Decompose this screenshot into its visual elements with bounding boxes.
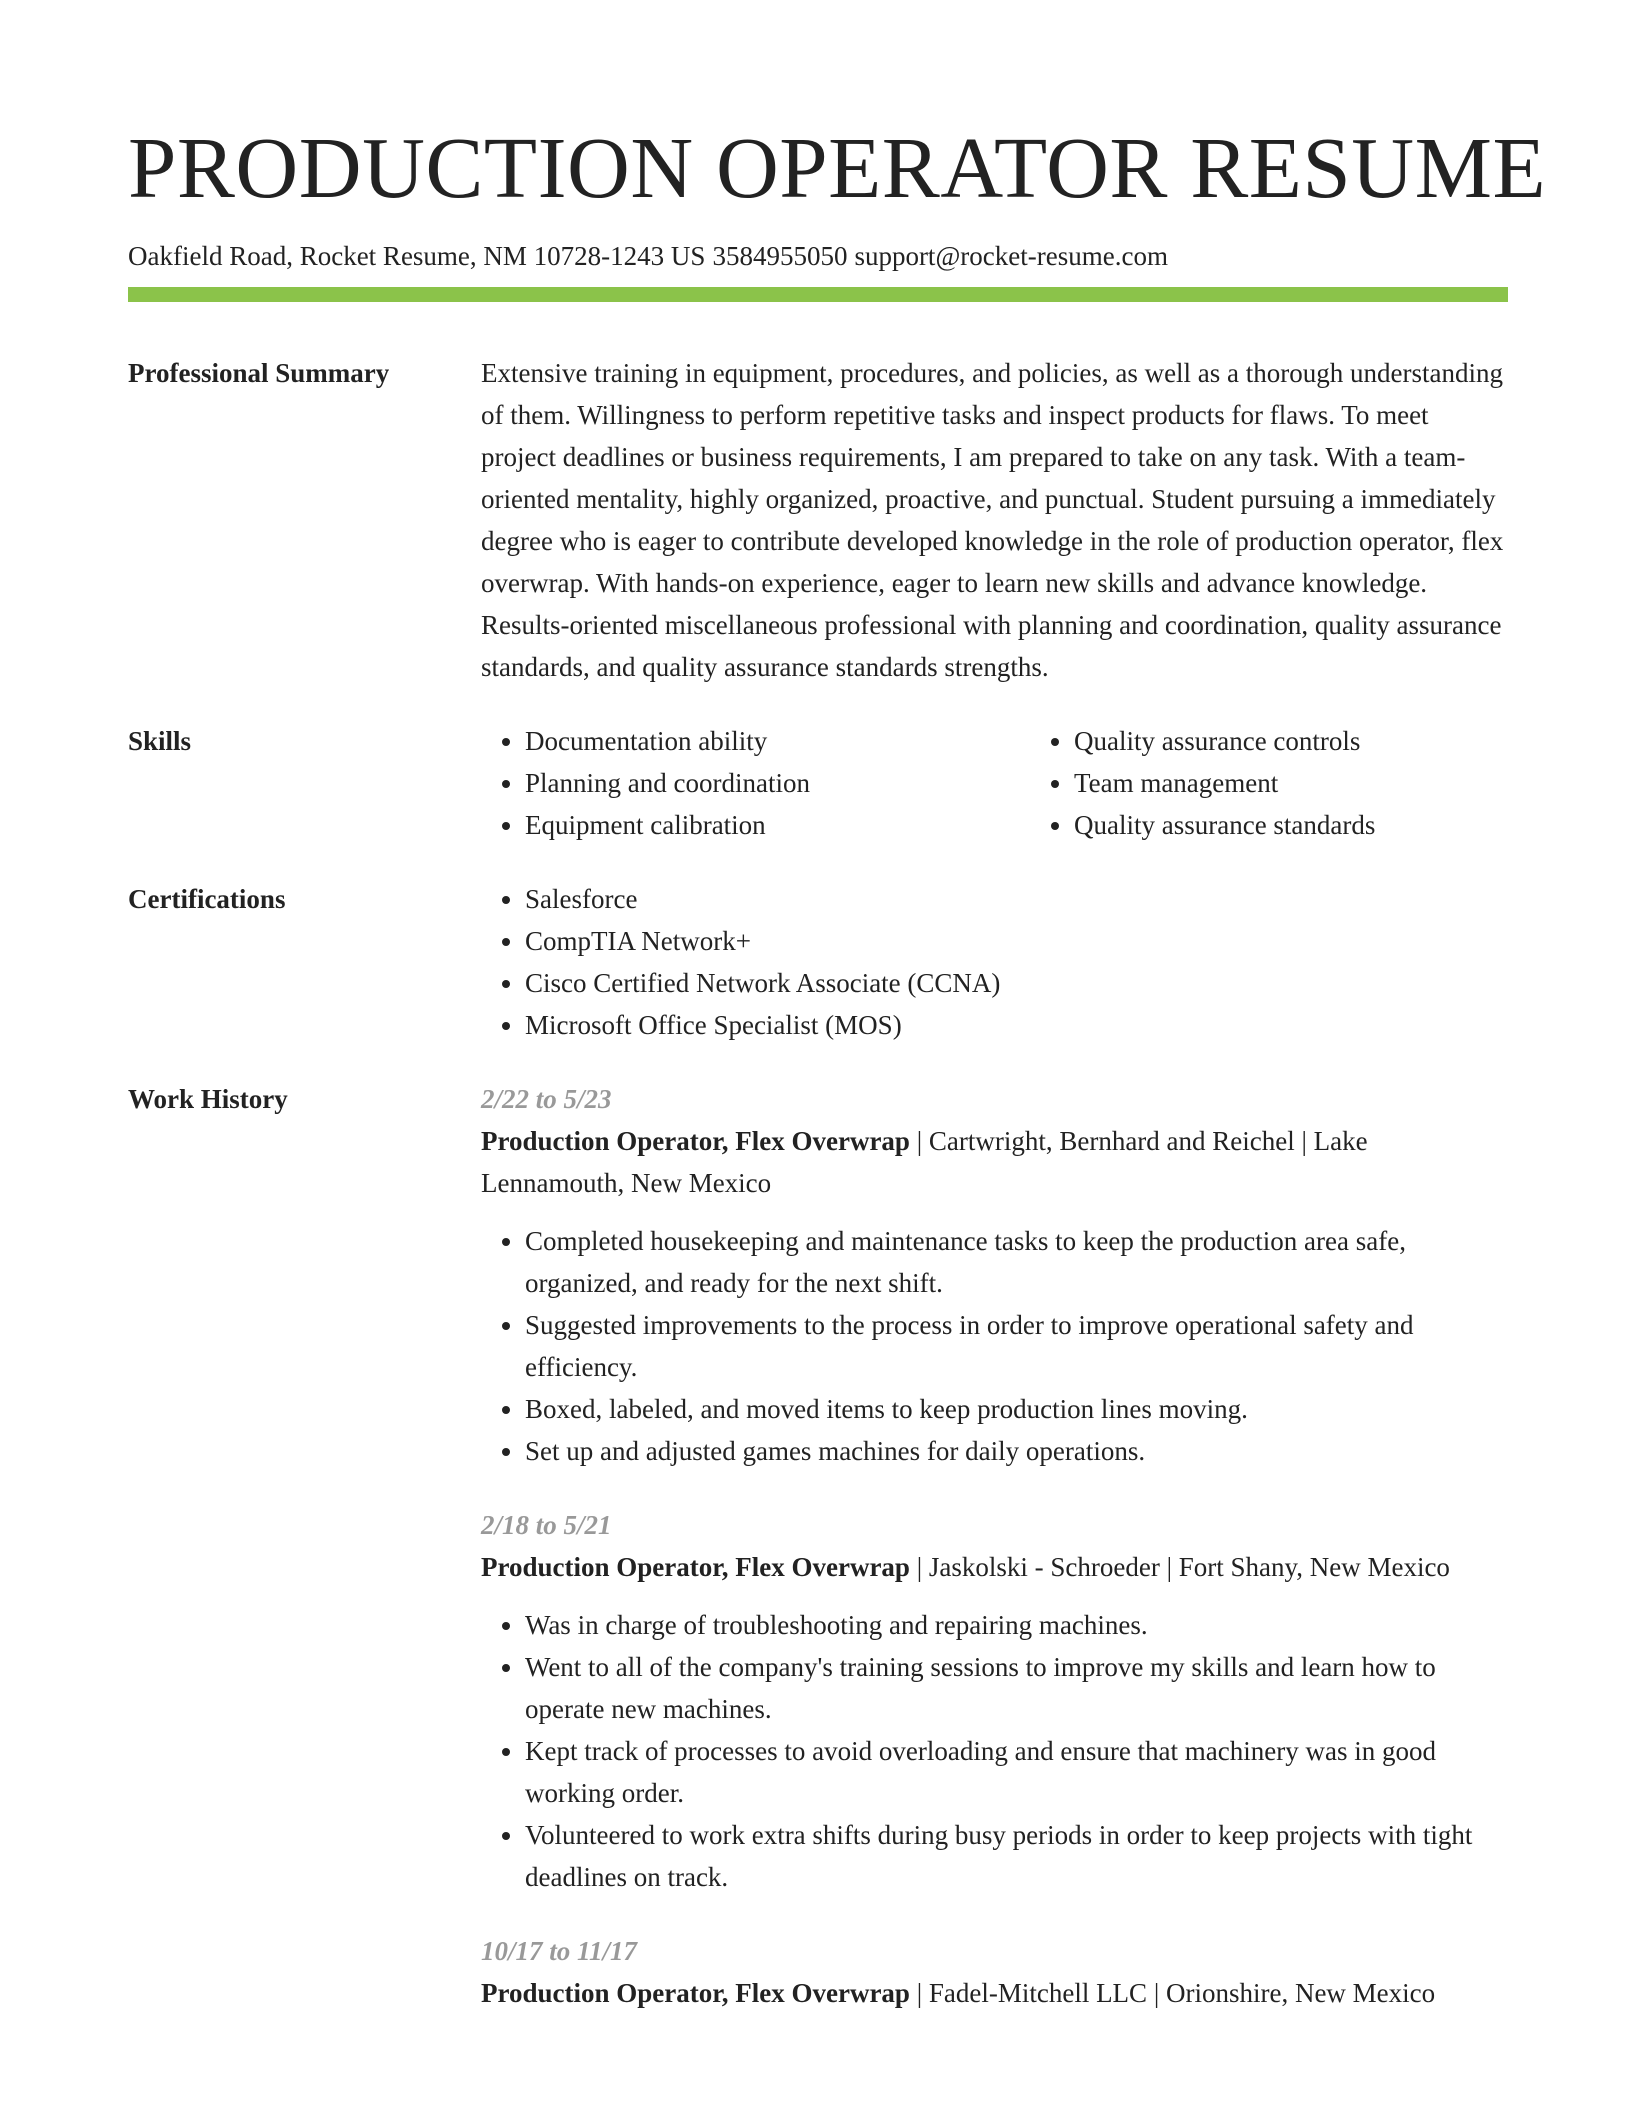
skills-list-right [1030,720,1579,846]
skill-item: • Team management [1074,762,1579,804]
contact-email: support@rocket-resume.com [854,241,1168,271]
skill-item: • Equipment calibration [525,804,1030,846]
job-separator: | [909,1552,929,1582]
job-duty: • Kept track of processes to avoid overloading and ensure that machinery was in good working order. [525,1730,1508,1814]
job-company: Cartwright, Bernhard and Reichel [928,1126,1295,1156]
job-duties [481,1220,1508,1472]
job-location: Orionshire, New Mexico [1165,1978,1436,2008]
job-company: Fadel-Mitchell LLC [928,1978,1148,2008]
skill-item: • Planning and coordination [525,762,1030,804]
skill-item: • Documentation ability [525,720,1030,762]
certifications-list [481,878,1508,1046]
certification-item: • CompTIA Network+ [525,920,1508,962]
accent-divider [128,287,1508,302]
job-title: Production Operator, Flex Overwrap [481,1978,910,2008]
section-title: Certifications [128,884,286,914]
job-duty: • Suggested improvements to the process in order to improve operational safety and efficiency. [525,1304,1508,1388]
certifications-body [481,878,1508,1046]
skill-item: • Quality assurance controls [1074,720,1579,762]
job-dates: 10/17 to 11/17 [481,1936,638,1966]
job-duty: • Was in charge of troubleshooting and repairing machines. [525,1604,1508,1646]
job-entry [481,1504,1508,1898]
section-title: Skills [128,726,192,756]
job-separator: | [1294,1126,1314,1156]
job-duty: • Completed housekeeping and maintenance tasks to keep the production area safe, organized, and ready for the next shift. [525,1220,1508,1304]
job-duty: • Volunteered to work extra shifts during busy periods in order to keep projects with tight deadlines on track. [525,1814,1508,1898]
resume-title: PRODUCTION OPERATOR RESUME [128,119,1547,216]
job-separator: | [909,1126,929,1156]
job-heading [481,1546,1508,1588]
skills-grid [481,720,1579,846]
job-duty: • Set up and adjusted games machines for daily operations. [525,1430,1508,1472]
job-title: Production Operator, Flex Overwrap [481,1552,910,1582]
contact-line [128,238,1508,274]
job-duty: • Boxed, labeled, and moved items to keep production lines moving. [525,1388,1508,1430]
certifications-section [128,878,1508,1046]
job-separator: | [909,1978,929,2008]
job-separator: | [1159,1552,1179,1582]
job-location: Fort Shany, New Mexico [1178,1552,1450,1582]
certification-item: • Salesforce [525,878,1508,920]
resume-header [128,118,1547,274]
work-history-body [481,1078,1508,2046]
skill-item: • Quality assurance standards [1074,804,1579,846]
job-duty: • Went to all of the company's training sessions to improve my skills and learn how to operate new machines. [525,1646,1508,1730]
job-heading [481,1972,1508,2014]
job-entry [481,1078,1508,1472]
work-history-section [128,1078,1508,2046]
job-dates: 2/22 to 5/23 [481,1084,612,1114]
job-dates: 2/18 to 5/21 [481,1510,612,1540]
skills-list-left [481,720,1030,846]
job-duties [481,1604,1508,1898]
certification-item: • Microsoft Office Specialist (MOS) [525,1004,1508,1046]
job-company: Jaskolski - Schroeder [928,1552,1160,1582]
certification-item: • Cisco Certified Network Associate (CCNA) [525,962,1508,1004]
section-title: Work History [128,1084,288,1114]
job-location: Lake Lennamouth, New Mexico [481,1126,1368,1198]
job-title: Production Operator, Flex Overwrap [481,1126,910,1156]
section-title: Professional Summary [128,358,390,388]
job-entry [481,1930,1508,2014]
contact-phone: 3584955050 [712,241,848,271]
job-heading [481,1120,1508,1204]
job-separator: | [1147,1978,1166,2008]
contact-address: Oakfield Road, Rocket Resume, NM 10728-1243 US [128,241,706,271]
skills-section [128,720,1508,846]
resume-sections [128,352,1508,2078]
summary-section [128,352,1508,688]
summary-text: Extensive training in equipment, procedures, and policies, as well as a thorough understanding of them. Willingness to perform repetitive tasks and inspect products for flaws. To meet project deadlines or business requirements, I am prepared to take on any task. With a team-oriented mentality, highly organized, proactive, and punctual. Student pursuing a immediately degree who is eager to contribute developed knowledge in the role of production operator, flex overwrap. With hands-on experience, eager to learn new skills and advance knowledge. Results-oriented miscellaneous professional with planning and coordination, quality assurance standards, and quality assurance standards strengths. [481,358,1504,682]
summary-body [481,352,1508,688]
